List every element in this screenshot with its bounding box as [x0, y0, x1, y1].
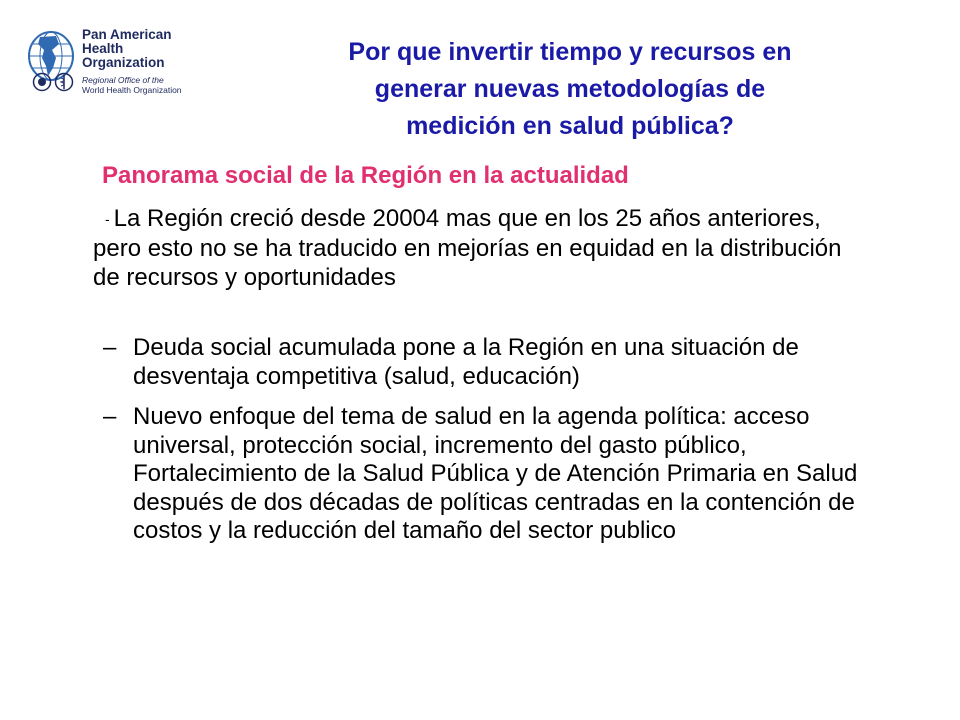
bullet-marker: –	[103, 334, 117, 361]
bullet-item	[103, 403, 903, 546]
logo-tagline-line: Regional Office of the	[82, 75, 164, 85]
bullet-list	[103, 334, 903, 558]
emblem-icons	[32, 72, 76, 92]
section-heading: Panorama social de la Región en la actualidad	[102, 162, 629, 189]
logo-name-line: Pan American	[82, 27, 172, 42]
logo-tagline-line: World Health Organization	[82, 84, 182, 95]
title-line: Por que invertir tiempo y recursos en	[348, 38, 792, 66]
title-line: generar nuevas metodologías de	[374, 75, 766, 103]
bullet-text: Nuevo enfoque del tema de salud en la agenda política: acceso universal, protección social, incremento del gasto público, Fortalecimiento de la Salud Pública y de Atención Primaria en Salud después de dos décadas de políticas centradas en la contención de costos y la reducción del tamaño del sector publico	[133, 403, 858, 544]
logo-tagline	[82, 76, 182, 95]
intro-paragraph	[93, 204, 853, 292]
bullet-text: Deuda social acumulada pone a la Región en una situación de desventaja competitiva (salud, educación)	[133, 334, 799, 390]
slide-title	[250, 34, 890, 145]
paho-logo	[26, 26, 206, 106]
intro-text: La Región creció desde 20004 mas que en los 25 años anteriores, pero esto no se ha traducido en mejorías en equidad en la distribución de recursos y oportunidades	[93, 205, 842, 292]
logo-name-line: Organization	[82, 55, 165, 70]
title-line: medición en salud pública?	[406, 112, 734, 140]
logo-name-line: Health	[82, 41, 124, 56]
bullet-marker: –	[103, 403, 117, 430]
intro-dash: -	[105, 211, 110, 228]
bullet-item	[103, 334, 903, 391]
logo-wordmark	[82, 28, 172, 70]
